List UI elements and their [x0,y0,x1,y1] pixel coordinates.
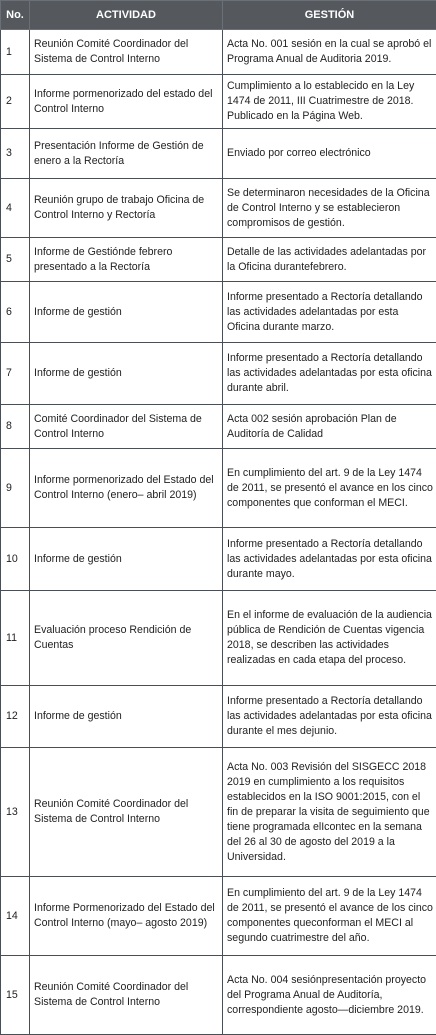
row-actividad: Informe de gestión [30,282,223,343]
header-no: No. [1,1,30,30]
row-gestion: Informe presentado a Rectoría detallando las actividades adelantadas por esta Oficina durante marzo. [223,282,436,343]
row-actividad: Informe de gestión [30,528,223,591]
table-row [1,179,436,238]
row-actividad: Comité Coordinador del Sistema de Control Interno [30,405,223,449]
table-row [1,686,436,748]
row-gestion: Detalle de las actividades adelantadas por la Oficina durantefebrero. [223,238,436,282]
row-gestion: Informe presentado a Rectoría detallando las actividades adelantadas por esta oficina durante el mes dejunio. [223,686,436,748]
header-actividad: ACTIVIDAD [30,1,223,30]
row-number: 5 [1,238,30,282]
row-gestion: Acta 002 sesión aprobación Plan de Auditoría de Calidad [223,405,436,449]
row-actividad: Informe pormenorizado del estado del Control Interno [30,75,223,129]
row-number: 4 [1,179,30,238]
table-row [1,30,436,75]
row-gestion: Se determinaron necesidades de la Oficina de Control Interno y se establecieron compromisos de gestión. [223,179,436,238]
table-row [1,343,436,405]
table-row [1,449,436,528]
row-number: 10 [1,528,30,591]
table-row [1,75,436,129]
row-gestion: Acta No. 001 sesión en la cual se aprobó el Programa Anual de Auditoria 2019. [223,30,436,75]
table-row [1,282,436,343]
row-number: 6 [1,282,30,343]
table-row [1,528,436,591]
table-row [1,877,436,956]
table-row [1,956,436,1035]
row-number: 11 [1,591,30,686]
table-row [1,238,436,282]
table-row [1,129,436,179]
row-gestion: Enviado por correo electrónico [223,129,436,179]
table-row [1,591,436,686]
row-number: 13 [1,748,30,877]
row-number: 9 [1,449,30,528]
row-actividad: Reunión Comité Coordinador del Sistema de Control Interno [30,748,223,877]
row-actividad: Evaluación proceso Rendición de Cuentas [30,591,223,686]
row-gestion: En el informe de evaluación de la audiencia pública de Rendición de Cuentas vigencia 2018, se describen las actividades realizadas en cada etapa del proceso. [223,591,436,686]
row-gestion: Acta No. 003 Revisión del SISGECC 2018 2019 en cumplimiento a los requisitos establecidos en la ISO 9001:2015, con el fin de preparar la visita de seguimiento que tiene programada elIcontec en la semana del 26 al 30 de agosto del 2019 a la Universidad. [223,748,436,877]
row-number: 3 [1,129,30,179]
row-number: 1 [1,30,30,75]
row-number: 12 [1,686,30,748]
row-gestion: Informe presentado a Rectoría detallando las actividades adelantadas por esta oficina durante abril. [223,343,436,405]
row-gestion: En cumplimiento del art. 9 de la Ley 1474 de 2011, se presentó el avance en los cinco componentes que conforman el MECI. [223,449,436,528]
row-actividad: Informe de gestión [30,686,223,748]
row-gestion: Informe presentado a Rectoría detallando las actividades adelantadas por esta oficina durante mayo. [223,528,436,591]
row-gestion: Cumplimiento a lo establecido en la Ley 1474 de 2011, III Cuatrimestre de 2018. Publicado en la Página Web. [223,75,436,129]
row-actividad: Informe Pormenorizado del Estado del Control Interno (mayo– agosto 2019) [30,877,223,956]
table-row [1,405,436,449]
row-number: 15 [1,956,30,1035]
row-actividad: Informe de gestión [30,343,223,405]
row-actividad: Reunión Comité Coordinador del Sistema de Control Interno [30,30,223,75]
row-number: 7 [1,343,30,405]
row-actividad: Reunión grupo de trabajo Oficina de Control Interno y Rectoría [30,179,223,238]
row-number: 8 [1,405,30,449]
row-actividad: Reunión Comité Coordinador del Sistema de Control Interno [30,956,223,1035]
row-actividad: Informe de Gestiónde febrero presentado a la Rectoría [30,238,223,282]
table-row [1,748,436,877]
row-gestion: Acta No. 004 sesiónpresentación proyecto del Programa Anual de Auditoría, correspondiente agosto—diciembre 2019. [223,956,436,1035]
row-gestion: En cumplimiento del art. 9 de la Ley 1474 de 2011, se presentó el avance de los cinco componentes queconforman el MECI al segundo cuatrimestre del año. [223,877,436,956]
header-gestion: GESTIÓN [223,1,436,30]
row-number: 2 [1,75,30,129]
row-actividad: Presentación Informe de Gestión de enero a la Rectoría [30,129,223,179]
row-number: 14 [1,877,30,956]
row-actividad: Informe pormenorizado del Estado del Control Interno (enero– abril 2019) [30,449,223,528]
table-header-row [1,1,436,30]
